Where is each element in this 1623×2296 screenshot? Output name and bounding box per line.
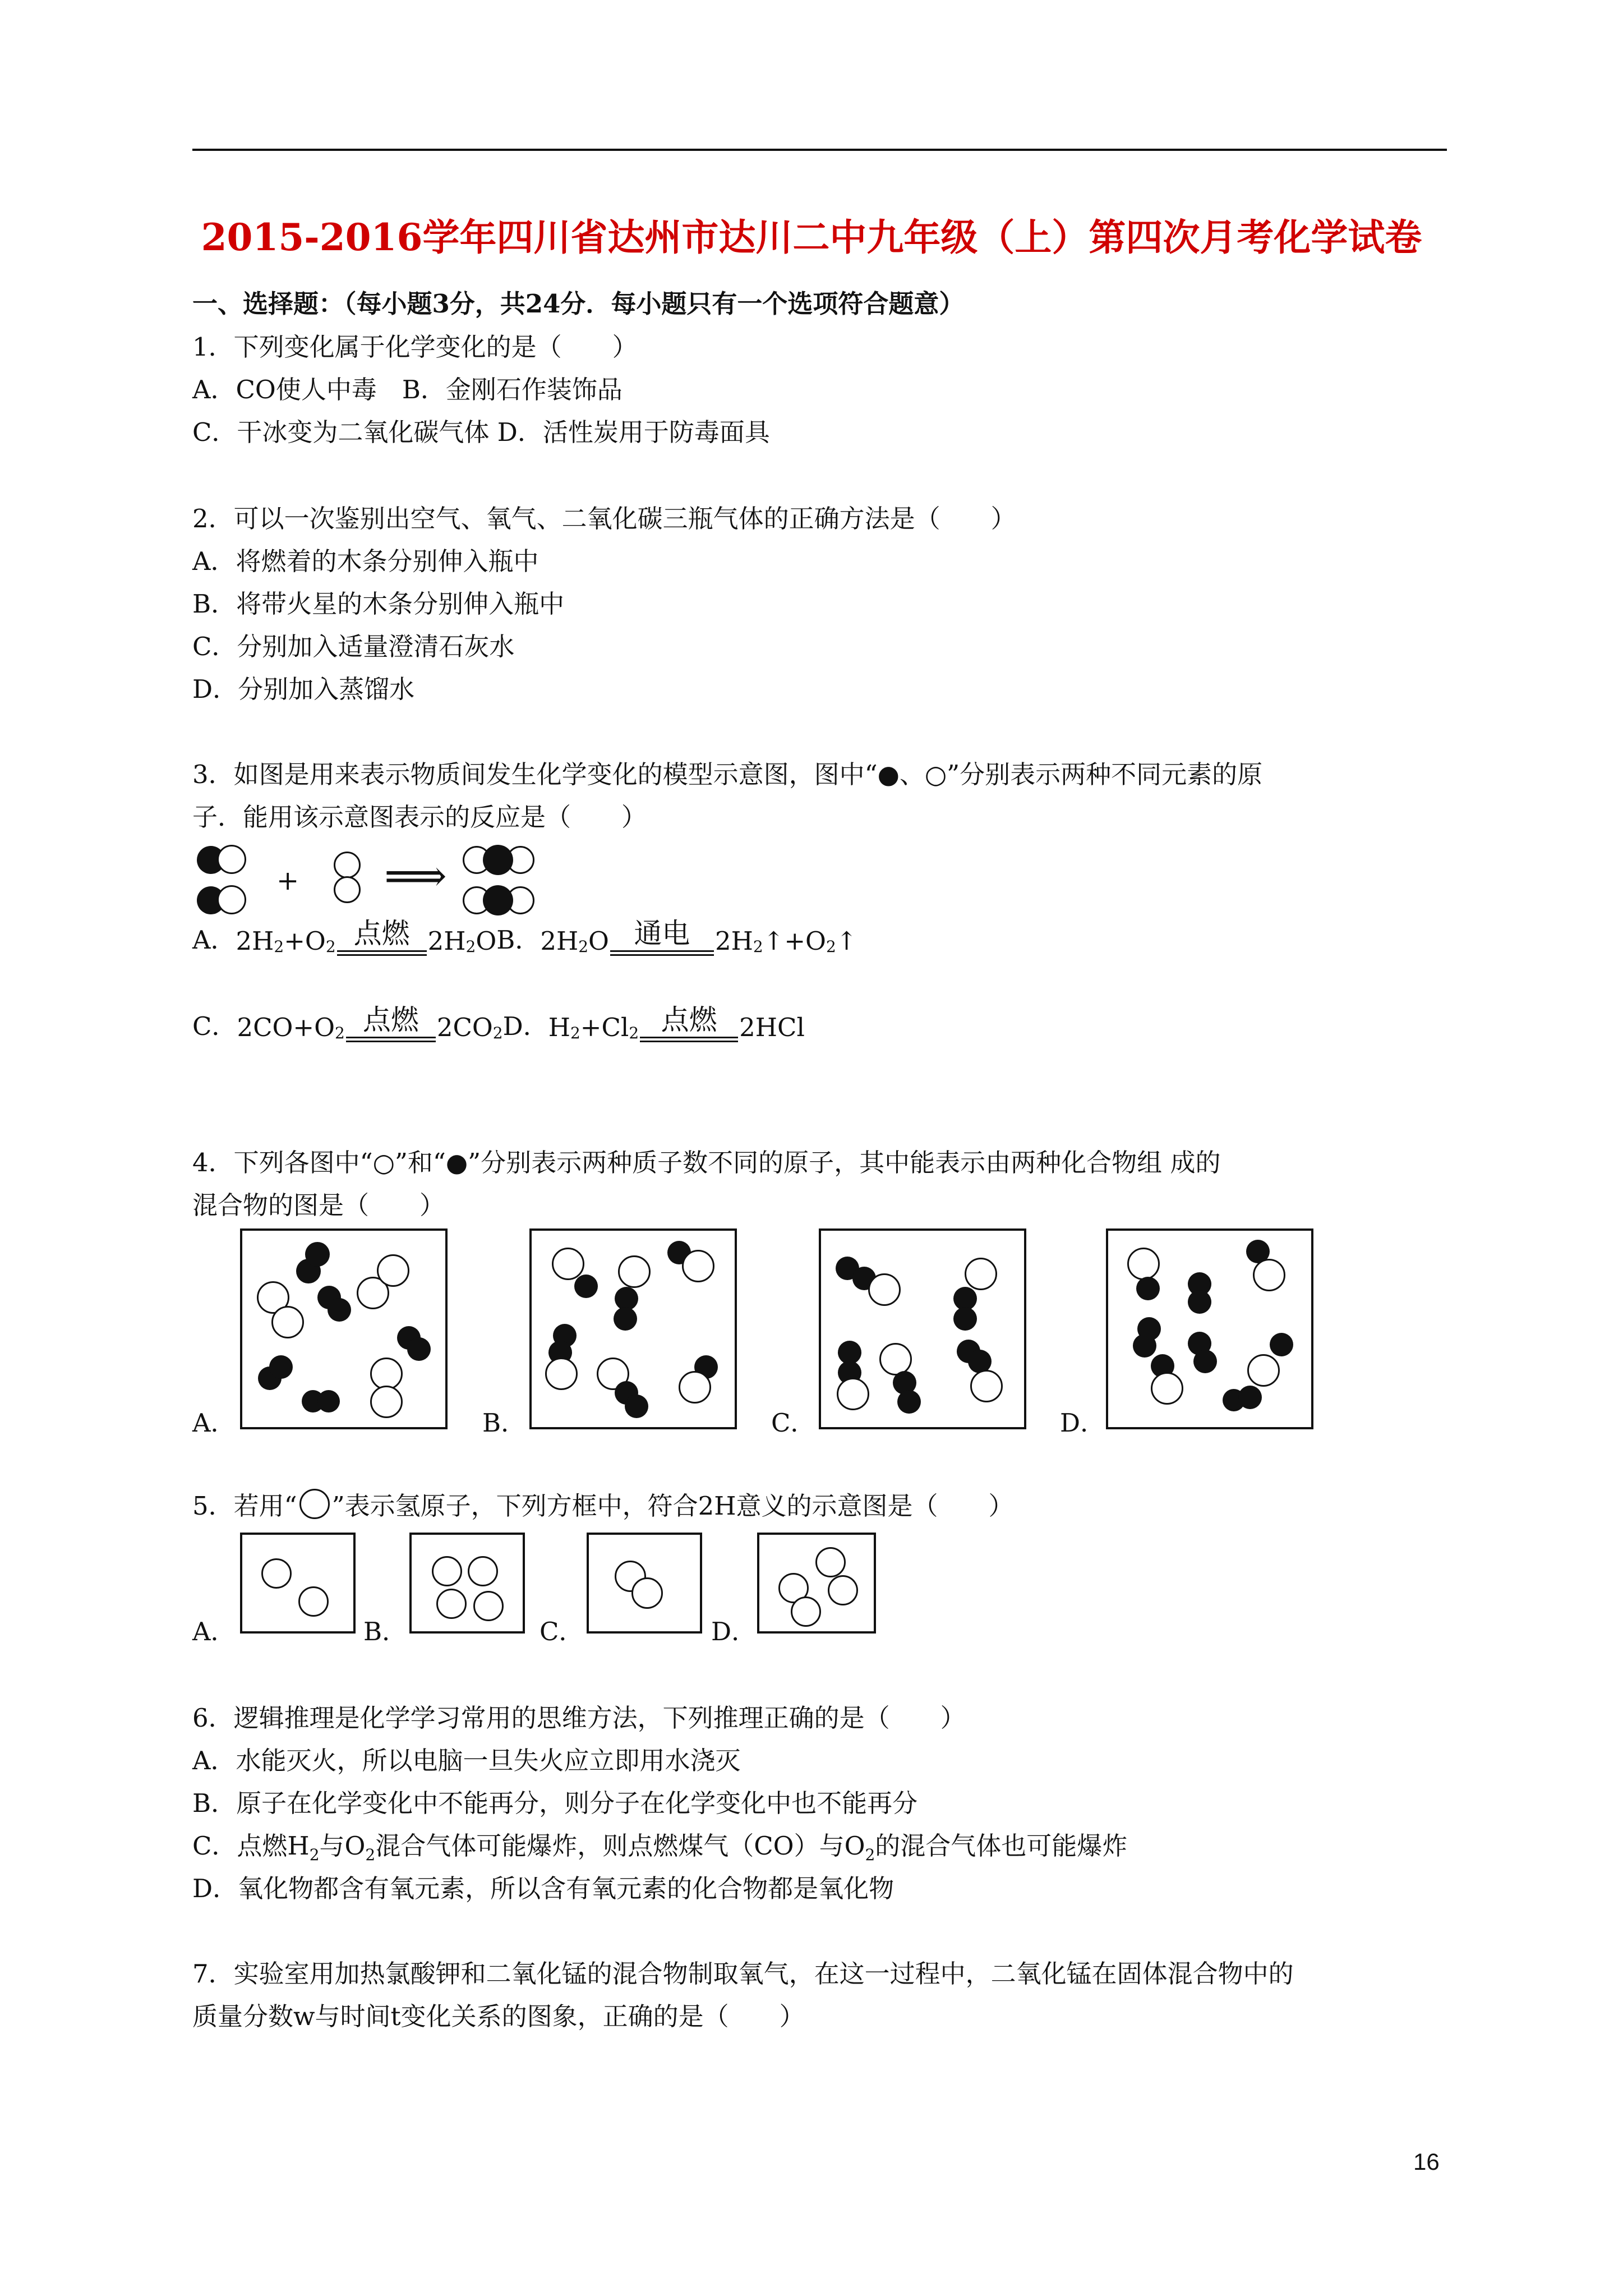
equals-bar xyxy=(610,950,714,952)
equals-bar xyxy=(337,954,427,956)
q4-label-d: D． xyxy=(1060,1408,1106,1438)
atom-white xyxy=(271,1306,304,1338)
condition-electrolysis xyxy=(610,918,714,956)
q5-stem-post: ”表示氢原子，下列方框中，符合2H意义的示意图是（ ） xyxy=(331,1491,1014,1521)
page-number: 16 xyxy=(1413,2148,1440,2175)
q5-label-a: A． xyxy=(192,1617,236,1646)
formula-text: 2CO xyxy=(436,1013,493,1042)
q5-box-d[interactable] xyxy=(757,1533,876,1634)
q3-stem-line1: 3．如图是用来表示物质间发生化学变化的模型示意图，图中“●、○”分别表示两种不同元素的原 xyxy=(192,760,1263,789)
q4-label-c: C． xyxy=(771,1408,816,1438)
q4-box-a[interactable] xyxy=(240,1228,448,1429)
subscript: 2 xyxy=(365,1846,376,1864)
atom-white xyxy=(815,1547,846,1577)
q4-stem-line1: 4．下列各图中“○”和“●”分别表示两种质子数不同的原子，其中能表示由两种化合物组 成的 xyxy=(192,1148,1221,1177)
atom-white xyxy=(468,1556,498,1586)
atom-white xyxy=(370,1386,403,1418)
atom-white xyxy=(261,1558,292,1589)
atom-black xyxy=(625,1395,648,1418)
atom-white xyxy=(1247,1354,1280,1387)
subscript: 2 xyxy=(465,937,476,956)
q1-options-cd: C．干冰变为二氧化碳气体 D．活性炭用于防毒面具 xyxy=(192,417,770,447)
formula-text: 2CO+O xyxy=(237,1013,335,1042)
q5-stem xyxy=(192,1485,1014,1522)
atom-white xyxy=(552,1248,584,1280)
text-run: 与O xyxy=(319,1831,366,1861)
q5-box-a[interactable] xyxy=(240,1533,356,1634)
atom-white xyxy=(837,1378,869,1410)
text-run: 混合气体可能爆炸，则点燃煤气（CO）与O xyxy=(375,1831,865,1861)
condition-ignite xyxy=(640,1004,738,1042)
formula-text: ↑ xyxy=(836,926,857,956)
formula-text: +O xyxy=(284,926,326,956)
atom-black xyxy=(1193,1350,1217,1373)
subscript: 2 xyxy=(753,937,763,956)
q2-option-c: C．分别加入适量澄清石灰水 xyxy=(192,632,515,661)
q3-options-cd xyxy=(192,1004,805,1042)
q3-options-ab xyxy=(192,918,857,956)
atom-black xyxy=(328,1298,351,1322)
formula-text: 2H xyxy=(714,926,753,956)
formula-text: 2H xyxy=(236,926,274,956)
q6-option-d: D．氧化物都含有氧元素，所以含有氧元素的化合物都是氧化物 xyxy=(192,1874,895,1903)
q2-stem: 2．可以一次鉴别出空气、氧气、二氧化碳三瓶气体的正确方法是（ ） xyxy=(192,504,1016,533)
condition-ignite xyxy=(337,918,427,956)
atom-black xyxy=(1133,1334,1156,1358)
atom-black xyxy=(1188,1290,1211,1314)
q6-option-c xyxy=(192,1825,1127,1864)
q6-option-a: A．水能灭火，所以电脑一旦失火应立即用水浇灭 xyxy=(192,1746,741,1775)
subscript: 2 xyxy=(629,1024,639,1042)
subscript: 2 xyxy=(274,937,284,956)
atom-black xyxy=(614,1307,637,1331)
condition-label: 点燃 xyxy=(353,917,410,950)
atom-black xyxy=(407,1337,431,1361)
atom-black xyxy=(269,1355,293,1379)
q7-stem-line1: 7．实验室用加热氯酸钾和二氧化锰的混合物制取氧气，在这一过程中，二氧化锰在固体混合物中的 xyxy=(192,1959,1294,1989)
condition-ignite xyxy=(346,1004,436,1042)
q6-option-b: B．原子在化学变化中不能再分，则分子在化学变化中也不能再分 xyxy=(192,1788,918,1818)
q5-box-c[interactable] xyxy=(587,1533,702,1634)
atom-black xyxy=(483,845,513,875)
q3-d-label: D． xyxy=(502,1011,548,1041)
atom-white xyxy=(432,1556,462,1586)
atom-black xyxy=(317,1390,340,1412)
section-heading: 一、选择题：（每小题3分，共24分．每小题只有一个选项符合题意） xyxy=(192,289,965,319)
plus-sign: + xyxy=(276,865,299,896)
q4-stem-line2: 混合物的图是（ ） xyxy=(192,1190,445,1220)
atom-white xyxy=(334,876,361,903)
subscript: 2 xyxy=(865,1846,875,1864)
subscript: 2 xyxy=(309,1846,320,1864)
subscript: 2 xyxy=(492,1024,503,1042)
atom-white xyxy=(868,1273,901,1306)
q7-stem-line2: 质量分数w与时间t变化关系的图象，正确的是（ ） xyxy=(192,2001,805,2031)
q3-b-label: B． xyxy=(496,925,541,955)
q1-options-ab: A．CO使人中毒 B．金刚石作装饰品 xyxy=(192,375,623,404)
subscript: 2 xyxy=(570,1024,580,1042)
header-rule xyxy=(192,149,1447,151)
equals-bar xyxy=(346,1041,436,1042)
hydrogen-atom-icon xyxy=(299,1489,330,1519)
q4-box-d[interactable] xyxy=(1106,1228,1313,1429)
q3-stem-line2: 子．能用该示意图表示的反应是（ ） xyxy=(192,802,647,832)
q4-box-b[interactable] xyxy=(529,1228,737,1429)
atom-black xyxy=(1270,1333,1293,1356)
atom-white xyxy=(473,1591,504,1621)
atom-white xyxy=(1151,1372,1183,1405)
reaction-arrow: ⟹ xyxy=(384,851,447,901)
equals-bar xyxy=(640,1037,738,1038)
equals-bar xyxy=(610,954,714,956)
atom-white xyxy=(791,1596,821,1627)
condition-label: 点燃 xyxy=(362,1004,419,1036)
formula-text: +Cl xyxy=(580,1013,629,1042)
atom-black xyxy=(897,1390,921,1414)
atom-white xyxy=(1253,1259,1285,1291)
subscript: 2 xyxy=(578,937,589,956)
page-title: 2015-2016学年四川省达州市达川二中九年级（上）第四次月考化学试卷 xyxy=(201,215,1422,259)
subscript: 2 xyxy=(325,937,336,956)
q3-a-label: A． xyxy=(192,925,236,955)
atom-white xyxy=(970,1370,1003,1402)
atom-white xyxy=(436,1589,467,1619)
atom-white xyxy=(631,1577,663,1609)
equals-bar xyxy=(640,1041,738,1042)
q4-label-a: A． xyxy=(192,1408,236,1438)
q6-stem: 6．逻辑推理是化学学习常用的思维方法，下列推理正确的是（ ） xyxy=(192,1703,966,1733)
atom-black xyxy=(1238,1386,1262,1409)
atom-white xyxy=(545,1358,578,1390)
atom-black xyxy=(574,1274,598,1298)
atom-black xyxy=(1136,1277,1160,1300)
q4-label-b: B． xyxy=(482,1408,527,1438)
q5-box-b[interactable] xyxy=(409,1533,525,1634)
atom-white xyxy=(618,1255,651,1288)
atom-white xyxy=(377,1254,409,1287)
q3-c-label: C． xyxy=(192,1011,237,1041)
formula-text: H xyxy=(548,1013,570,1042)
atom-white xyxy=(965,1258,997,1290)
equals-bar xyxy=(346,1037,436,1038)
atom-black xyxy=(953,1307,977,1331)
atom-white xyxy=(879,1343,912,1375)
subscript: 2 xyxy=(335,1024,345,1042)
formula-text: 2H xyxy=(427,926,466,956)
q5-label-b: B． xyxy=(363,1617,408,1646)
formula-text: O xyxy=(588,926,609,956)
q5-label-c: C． xyxy=(540,1617,584,1646)
q5-stem-pre: 5．若用“ xyxy=(192,1491,297,1521)
atom-black xyxy=(483,885,513,915)
condition-label: 点燃 xyxy=(661,1004,717,1036)
formula-text: ↑+O xyxy=(763,926,826,956)
atom-white xyxy=(679,1371,711,1404)
equals-bar xyxy=(337,950,427,952)
condition-label: 通电 xyxy=(634,917,690,950)
atom-white xyxy=(682,1250,714,1282)
q2-option-b: B．将带火星的木条分别伸入瓶中 xyxy=(192,589,565,619)
atom-white xyxy=(1127,1248,1160,1280)
formula-text: 2HCl xyxy=(739,1013,805,1042)
q2-option-d: D．分别加入蒸馏水 xyxy=(192,674,415,704)
q2-option-a: A．将燃着的木条分别伸入瓶中 xyxy=(192,546,539,576)
atom-white xyxy=(334,852,361,878)
q4-box-c[interactable] xyxy=(819,1228,1026,1429)
subscript: 2 xyxy=(826,937,836,956)
atom-black xyxy=(305,1242,330,1267)
atom-white xyxy=(298,1586,329,1617)
q1-stem: 1．下列变化属于化学变化的是（ ） xyxy=(192,332,638,362)
text-run: 的混合气体也可能爆炸 xyxy=(875,1831,1128,1861)
formula-text: 2H xyxy=(540,926,579,956)
q5-label-d: D． xyxy=(711,1617,757,1646)
formula-text: O xyxy=(476,926,497,956)
atom-white xyxy=(217,845,246,874)
atom-white xyxy=(217,885,246,914)
atom-white xyxy=(828,1575,858,1605)
reaction-model-diagram xyxy=(192,841,562,926)
text-run: C．点燃H xyxy=(192,1831,310,1861)
